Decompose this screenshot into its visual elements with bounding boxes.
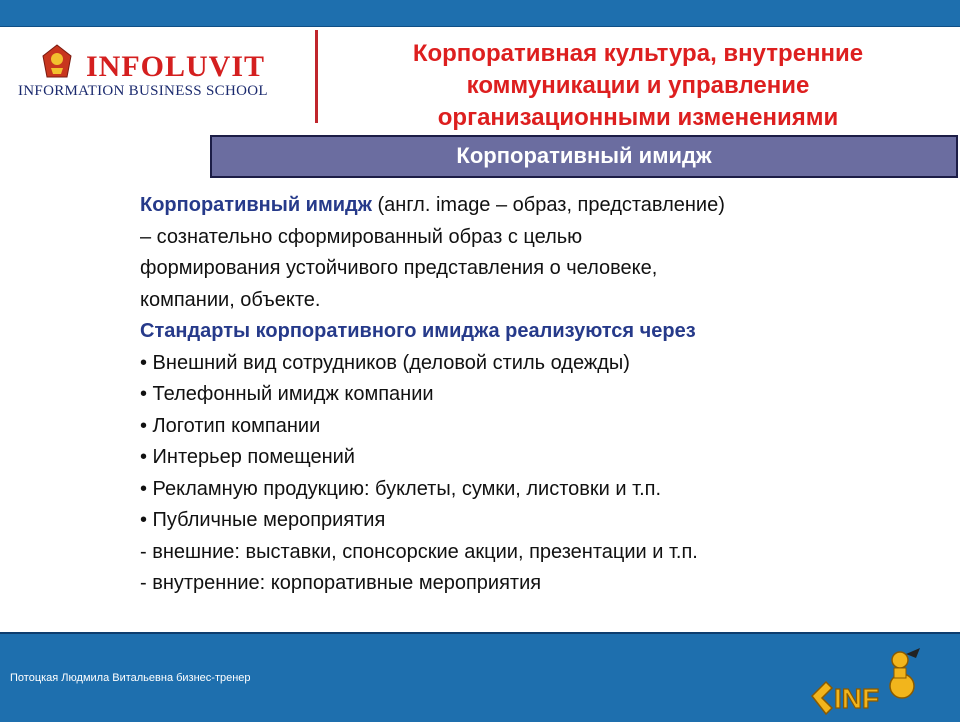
definition-line-1 <box>140 190 900 222</box>
bullet-item: • Логотип компании <box>140 414 321 437</box>
sub-item: - внутренние: корпоративные мероприятия <box>140 572 542 594</box>
slide-body <box>140 190 900 600</box>
logo-name: INFOLUVIT <box>86 50 266 83</box>
slide-title <box>328 38 948 134</box>
bullet-item: • Телефонный имидж компании <box>140 383 434 405</box>
section-heading: Корпоративный имидж <box>210 135 958 178</box>
bullet-item: • Рекламную продукцию: буклеты, сумки, листовки и т.п. <box>140 477 662 500</box>
footer-logo-text: INF <box>834 683 880 714</box>
bullet-item: • Публичные мероприятия <box>140 509 386 531</box>
title-line-1: Корпоративная культура, внутренние <box>412 40 864 67</box>
top-bar <box>0 0 960 27</box>
definition-line-4: компании, объекте. <box>140 288 321 311</box>
inf-logo-icon <box>808 646 926 716</box>
title-line-3: организационными изменениями <box>437 104 839 131</box>
title-line-2: коммуникации и управление <box>466 72 810 99</box>
definition-text-1: (англ. image – образ, представление) <box>371 194 725 216</box>
footer-bar <box>0 632 960 722</box>
header-divider <box>315 30 318 123</box>
logo-emblem-icon <box>42 44 72 78</box>
definition-term: Корпоративный имидж <box>140 194 372 216</box>
author-credit: Потоцкая Людмила Витальевна бизнес-тренер <box>10 672 251 684</box>
definition-line-2: – сознательно сформированный образ с целью <box>140 225 583 248</box>
sub-item: - внешние: выставки, спонсорские акции, презентации и т.п. <box>140 540 698 563</box>
definition-line-3: формирования устойчивого представления о человеке, <box>140 257 658 279</box>
standards-heading: Стандарты корпоративного имиджа реализуются через <box>140 320 696 342</box>
logo-subtitle: INFORMATION BUSINESS SCHOOL <box>18 83 268 99</box>
bullet-item: • Внешний вид сотрудников (деловой стиль одежды) <box>140 351 630 374</box>
bullet-item: • Интерьер помещений <box>140 446 355 468</box>
